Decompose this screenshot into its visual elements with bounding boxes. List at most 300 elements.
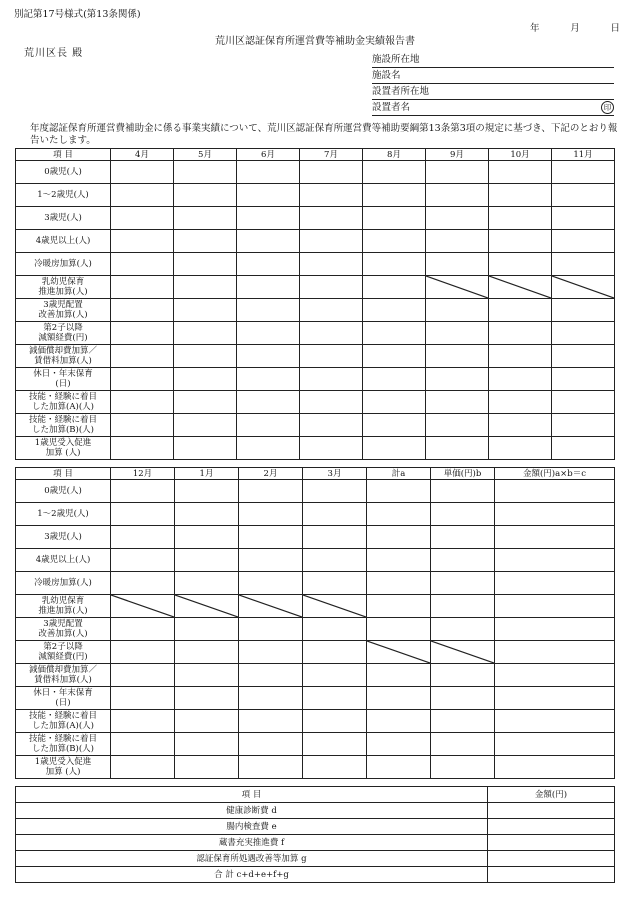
data-cell[interactable]	[111, 480, 175, 503]
row-label: 1歳児受入促進 加算 (人)	[34, 757, 92, 777]
data-cell[interactable]	[111, 299, 174, 322]
row-label: 冷暖房加算(人)	[34, 259, 92, 269]
data-cell[interactable]	[363, 184, 426, 207]
table-row	[16, 641, 615, 664]
slash-mark	[303, 595, 366, 617]
data-cell[interactable]	[367, 756, 431, 779]
data-cell[interactable]	[363, 276, 426, 299]
data-cell[interactable]	[300, 184, 363, 207]
column-header: 12月	[111, 468, 175, 480]
data-cell[interactable]	[495, 480, 615, 503]
data-cell[interactable]	[363, 322, 426, 345]
data-cell[interactable]	[303, 572, 367, 595]
data-cell[interactable]	[303, 687, 367, 710]
data-cell[interactable]	[303, 526, 367, 549]
data-cell[interactable]	[431, 710, 495, 733]
data-cell[interactable]	[111, 687, 175, 710]
column-header: 計a	[367, 468, 431, 480]
table-row	[16, 345, 615, 368]
month-header: 11月	[552, 149, 615, 161]
data-cell[interactable]	[239, 641, 303, 664]
data-cell[interactable]	[237, 391, 300, 414]
data-cell[interactable]	[367, 687, 431, 710]
data-cell[interactable]	[552, 414, 615, 437]
founder-address-field[interactable]	[372, 84, 614, 100]
data-cell[interactable]	[489, 184, 552, 207]
data-cell[interactable]	[111, 664, 175, 687]
data-cell[interactable]	[174, 391, 237, 414]
data-cell[interactable]	[495, 710, 615, 733]
table-row	[16, 391, 615, 414]
data-cell[interactable]	[239, 618, 303, 641]
slash-mark	[489, 276, 551, 298]
header-row	[16, 149, 615, 161]
table-row	[16, 299, 615, 322]
table-row	[16, 184, 615, 207]
data-cell[interactable]	[363, 253, 426, 276]
data-cell[interactable]	[111, 276, 174, 299]
data-cell	[239, 595, 303, 618]
data-cell[interactable]	[175, 756, 239, 779]
data-cell[interactable]	[174, 345, 237, 368]
data-cell[interactable]	[431, 733, 495, 756]
data-cell	[111, 595, 175, 618]
row-label: 技能・経験に着目 した加算(B)(人)	[28, 734, 97, 754]
monthly-table-apr-nov	[15, 148, 615, 460]
table-row	[16, 276, 615, 299]
data-cell[interactable]	[111, 437, 174, 460]
data-cell[interactable]	[174, 230, 237, 253]
data-cell[interactable]	[431, 687, 495, 710]
data-cell[interactable]	[426, 322, 489, 345]
data-cell[interactable]	[426, 299, 489, 322]
data-cell[interactable]	[552, 299, 615, 322]
data-cell[interactable]	[363, 345, 426, 368]
data-cell[interactable]	[495, 733, 615, 756]
data-cell[interactable]	[111, 184, 174, 207]
data-cell[interactable]	[300, 276, 363, 299]
row-label-cell	[16, 184, 111, 207]
row-label: 0歳児(人)	[44, 167, 82, 177]
data-cell	[489, 276, 552, 299]
row-label-cell	[16, 549, 111, 572]
row-label-cell	[16, 526, 111, 549]
data-cell[interactable]	[489, 368, 552, 391]
month-header: 9月	[426, 149, 489, 161]
data-cell[interactable]	[363, 414, 426, 437]
table-row	[16, 414, 615, 437]
data-cell[interactable]	[111, 368, 174, 391]
row-label: 技能・経験に着目 した加算(B)(人)	[28, 415, 97, 435]
data-cell[interactable]	[495, 618, 615, 641]
row-label: 3歳児(人)	[44, 213, 82, 223]
data-cell[interactable]	[111, 345, 174, 368]
data-cell[interactable]	[303, 549, 367, 572]
row-label: 休日・年末保育 (日)	[33, 369, 93, 389]
founder-name-label: 設置者名	[372, 102, 411, 113]
data-cell[interactable]	[367, 526, 431, 549]
data-cell[interactable]	[300, 161, 363, 184]
row-label: 乳幼児保育 推進加算(人)	[38, 277, 88, 297]
data-cell[interactable]	[111, 526, 175, 549]
data-cell[interactable]	[239, 526, 303, 549]
data-cell[interactable]	[239, 549, 303, 572]
data-cell[interactable]	[367, 549, 431, 572]
row-label-cell	[16, 710, 111, 733]
data-cell[interactable]	[363, 161, 426, 184]
data-cell	[431, 641, 495, 664]
table-row	[16, 322, 615, 345]
data-cell[interactable]	[489, 322, 552, 345]
data-cell[interactable]	[552, 207, 615, 230]
monthly-table-dec-mar-totals	[15, 467, 615, 779]
data-cell[interactable]	[303, 710, 367, 733]
data-cell[interactable]	[303, 618, 367, 641]
founder-name-field[interactable]	[372, 100, 614, 116]
facility-name-label: 施設名	[372, 70, 401, 81]
data-cell[interactable]	[363, 391, 426, 414]
data-cell[interactable]	[426, 437, 489, 460]
data-cell[interactable]	[111, 756, 175, 779]
data-cell[interactable]	[367, 618, 431, 641]
data-cell[interactable]	[174, 368, 237, 391]
data-cell	[367, 641, 431, 664]
row-label: 休日・年末保育 (日)	[33, 688, 93, 708]
data-cell[interactable]	[111, 230, 174, 253]
data-cell[interactable]	[431, 595, 495, 618]
row-label-cell	[16, 664, 111, 687]
data-cell[interactable]	[495, 687, 615, 710]
data-cell[interactable]	[495, 595, 615, 618]
data-cell[interactable]	[489, 414, 552, 437]
row-label: 減価償却費加算／ 賃借料加算(人)	[28, 665, 97, 685]
data-cell[interactable]	[174, 253, 237, 276]
data-cell[interactable]	[303, 503, 367, 526]
data-cell[interactable]	[174, 322, 237, 345]
data-cell[interactable]	[367, 572, 431, 595]
data-cell[interactable]	[367, 710, 431, 733]
data-cell[interactable]	[363, 230, 426, 253]
table-row	[16, 437, 615, 460]
data-cell[interactable]	[175, 641, 239, 664]
seal-mark: 印	[601, 101, 614, 114]
data-cell[interactable]	[367, 664, 431, 687]
data-cell[interactable]	[174, 161, 237, 184]
item-header: 項 目	[16, 468, 111, 480]
data-cell[interactable]	[300, 414, 363, 437]
data-cell[interactable]	[426, 230, 489, 253]
data-cell[interactable]	[367, 733, 431, 756]
table-row	[16, 819, 615, 835]
data-cell[interactable]	[174, 299, 237, 322]
data-cell[interactable]	[175, 710, 239, 733]
data-cell[interactable]	[111, 572, 175, 595]
table-row	[16, 161, 615, 184]
data-cell[interactable]	[489, 161, 552, 184]
data-cell[interactable]	[239, 733, 303, 756]
row-label-cell	[16, 207, 111, 230]
data-cell[interactable]	[426, 391, 489, 414]
data-cell[interactable]	[175, 687, 239, 710]
data-cell[interactable]	[175, 549, 239, 572]
data-cell[interactable]	[552, 437, 615, 460]
amount-cell[interactable]	[488, 819, 615, 835]
data-cell[interactable]	[237, 437, 300, 460]
data-cell[interactable]	[237, 276, 300, 299]
data-cell[interactable]	[489, 391, 552, 414]
data-cell[interactable]	[367, 480, 431, 503]
data-cell[interactable]	[489, 437, 552, 460]
data-cell[interactable]	[300, 437, 363, 460]
data-cell[interactable]	[431, 572, 495, 595]
data-cell[interactable]	[175, 526, 239, 549]
data-cell[interactable]	[111, 253, 174, 276]
data-cell[interactable]	[495, 549, 615, 572]
data-cell[interactable]	[111, 391, 174, 414]
data-cell[interactable]	[111, 161, 174, 184]
expense-label: 蔵書充実推進費 f	[16, 835, 488, 851]
data-cell[interactable]	[237, 322, 300, 345]
table-row	[16, 867, 615, 883]
table-row	[16, 368, 615, 391]
data-cell[interactable]	[552, 184, 615, 207]
data-cell[interactable]	[363, 437, 426, 460]
data-cell[interactable]	[111, 618, 175, 641]
data-cell[interactable]	[431, 664, 495, 687]
data-cell[interactable]	[300, 253, 363, 276]
data-cell[interactable]	[431, 549, 495, 572]
data-cell[interactable]	[300, 322, 363, 345]
row-label-cell	[16, 322, 111, 345]
month-header: 8月	[363, 149, 426, 161]
document-title: 荒川区認証保育所運営費等補助金実績報告書	[215, 36, 415, 47]
data-cell[interactable]	[174, 414, 237, 437]
data-cell[interactable]	[431, 756, 495, 779]
data-cell[interactable]	[111, 414, 174, 437]
data-cell[interactable]	[239, 664, 303, 687]
data-cell[interactable]	[495, 756, 615, 779]
data-cell[interactable]	[426, 368, 489, 391]
data-cell[interactable]	[174, 207, 237, 230]
table-row	[16, 549, 615, 572]
data-cell[interactable]	[495, 572, 615, 595]
founder-address-label: 設置者所在地	[372, 86, 430, 97]
data-cell[interactable]	[489, 230, 552, 253]
amount-cell[interactable]	[488, 803, 615, 819]
row-label-cell	[16, 391, 111, 414]
data-cell[interactable]	[431, 526, 495, 549]
row-label-cell	[16, 595, 111, 618]
data-cell[interactable]	[300, 368, 363, 391]
table-row	[16, 733, 615, 756]
column-header: 1月	[175, 468, 239, 480]
data-cell[interactable]	[426, 345, 489, 368]
data-cell[interactable]	[363, 207, 426, 230]
data-cell[interactable]	[426, 207, 489, 230]
data-cell[interactable]	[426, 184, 489, 207]
data-cell[interactable]	[552, 253, 615, 276]
data-cell[interactable]	[431, 480, 495, 503]
data-cell[interactable]	[239, 687, 303, 710]
data-cell[interactable]	[552, 345, 615, 368]
row-label: 減価償却費加算／ 賃借料加算(人)	[28, 346, 97, 366]
slash-mark	[367, 641, 430, 663]
expense-label: 健康診断費 d	[16, 803, 488, 819]
amount-header: 金額(円)	[488, 787, 615, 803]
data-cell[interactable]	[237, 345, 300, 368]
data-cell[interactable]	[489, 345, 552, 368]
data-cell[interactable]	[552, 230, 615, 253]
data-cell[interactable]	[175, 618, 239, 641]
data-cell[interactable]	[367, 503, 431, 526]
data-cell[interactable]	[111, 207, 174, 230]
data-cell[interactable]	[111, 322, 174, 345]
header-row	[16, 468, 615, 480]
data-cell[interactable]	[303, 664, 367, 687]
data-cell[interactable]	[552, 322, 615, 345]
data-cell[interactable]	[495, 664, 615, 687]
data-cell[interactable]	[363, 299, 426, 322]
table-row	[16, 207, 615, 230]
data-cell[interactable]	[426, 414, 489, 437]
data-cell[interactable]	[303, 733, 367, 756]
data-cell[interactable]	[175, 733, 239, 756]
row-label: 第2子以降 減額経費(円)	[38, 323, 88, 343]
data-cell[interactable]	[300, 230, 363, 253]
data-cell	[426, 276, 489, 299]
table-row	[16, 503, 615, 526]
data-cell[interactable]	[111, 710, 175, 733]
data-cell[interactable]	[495, 641, 615, 664]
facility-address-field[interactable]	[372, 52, 614, 68]
addressee: 荒川区長 殿	[24, 48, 84, 59]
data-cell[interactable]	[431, 503, 495, 526]
facility-address-label: 施設所在地	[372, 54, 420, 65]
data-cell	[303, 595, 367, 618]
column-header: 単価(円)b	[431, 468, 495, 480]
data-cell[interactable]	[174, 184, 237, 207]
slash-mark	[552, 276, 614, 298]
amount-cell[interactable]	[488, 851, 615, 867]
data-cell[interactable]	[303, 480, 367, 503]
facility-name-field[interactable]	[372, 68, 614, 84]
data-cell[interactable]	[489, 207, 552, 230]
expense-label: 腸内検査費 e	[16, 819, 488, 835]
slash-mark	[111, 595, 174, 617]
data-cell[interactable]	[489, 299, 552, 322]
item-header: 項 目	[16, 149, 111, 161]
data-cell[interactable]	[175, 480, 239, 503]
data-cell[interactable]	[239, 572, 303, 595]
data-cell[interactable]	[552, 161, 615, 184]
data-cell[interactable]	[237, 184, 300, 207]
data-cell[interactable]	[174, 276, 237, 299]
data-cell[interactable]	[175, 664, 239, 687]
data-cell[interactable]	[489, 253, 552, 276]
row-label-cell	[16, 572, 111, 595]
data-cell[interactable]	[367, 595, 431, 618]
data-cell[interactable]	[175, 572, 239, 595]
slash-mark	[175, 595, 238, 617]
row-label: 3歳児(人)	[44, 532, 82, 542]
row-label: 4歳児以上(人)	[35, 236, 91, 246]
data-cell[interactable]	[552, 368, 615, 391]
row-label-cell	[16, 276, 111, 299]
data-cell[interactable]	[303, 641, 367, 664]
amount-cell[interactable]	[488, 867, 615, 883]
data-cell[interactable]	[495, 503, 615, 526]
data-cell[interactable]	[239, 756, 303, 779]
month-header: 4月	[111, 149, 174, 161]
data-cell[interactable]	[111, 641, 175, 664]
row-label: 乳幼児保育 推進加算(人)	[38, 596, 88, 616]
table-row	[16, 618, 615, 641]
month-header: 5月	[174, 149, 237, 161]
slash-mark	[239, 595, 302, 617]
row-label-cell	[16, 503, 111, 526]
table-row	[16, 851, 615, 867]
data-cell[interactable]	[111, 549, 175, 572]
date-month: 月	[570, 23, 580, 34]
data-cell[interactable]	[552, 391, 615, 414]
row-label-cell	[16, 437, 111, 460]
data-cell[interactable]	[300, 299, 363, 322]
row-label-cell	[16, 161, 111, 184]
row-label-cell	[16, 414, 111, 437]
slash-mark	[426, 276, 488, 298]
month-header: 10月	[489, 149, 552, 161]
row-label: 3歳児配置 改善加算(人)	[38, 619, 88, 639]
data-cell[interactable]	[237, 161, 300, 184]
data-cell[interactable]	[237, 368, 300, 391]
data-cell[interactable]	[111, 503, 175, 526]
row-label-cell	[16, 480, 111, 503]
data-cell[interactable]	[426, 253, 489, 276]
data-cell[interactable]	[303, 756, 367, 779]
form-label: 別記第17号様式(第13条関係)	[14, 9, 141, 20]
data-cell[interactable]	[239, 503, 303, 526]
data-cell[interactable]	[175, 503, 239, 526]
data-cell[interactable]	[431, 618, 495, 641]
data-cell[interactable]	[239, 710, 303, 733]
table-row	[16, 756, 615, 779]
data-cell[interactable]	[237, 230, 300, 253]
row-label-cell	[16, 368, 111, 391]
data-cell[interactable]	[239, 480, 303, 503]
row-label: 3歳児配置 改善加算(人)	[38, 300, 88, 320]
data-cell[interactable]	[300, 207, 363, 230]
data-cell[interactable]	[111, 733, 175, 756]
data-cell	[552, 276, 615, 299]
row-label-cell	[16, 733, 111, 756]
data-cell[interactable]	[495, 526, 615, 549]
data-cell[interactable]	[237, 253, 300, 276]
amount-cell[interactable]	[488, 835, 615, 851]
data-cell[interactable]	[426, 161, 489, 184]
slash-mark	[431, 641, 494, 663]
data-cell[interactable]	[174, 437, 237, 460]
data-cell[interactable]	[300, 345, 363, 368]
data-cell[interactable]	[300, 391, 363, 414]
item-header: 項 目	[16, 787, 488, 803]
row-label-cell	[16, 345, 111, 368]
data-cell[interactable]	[237, 207, 300, 230]
data-cell[interactable]	[363, 368, 426, 391]
row-label-cell	[16, 299, 111, 322]
data-cell[interactable]	[237, 299, 300, 322]
table-row	[16, 230, 615, 253]
data-cell[interactable]	[237, 414, 300, 437]
